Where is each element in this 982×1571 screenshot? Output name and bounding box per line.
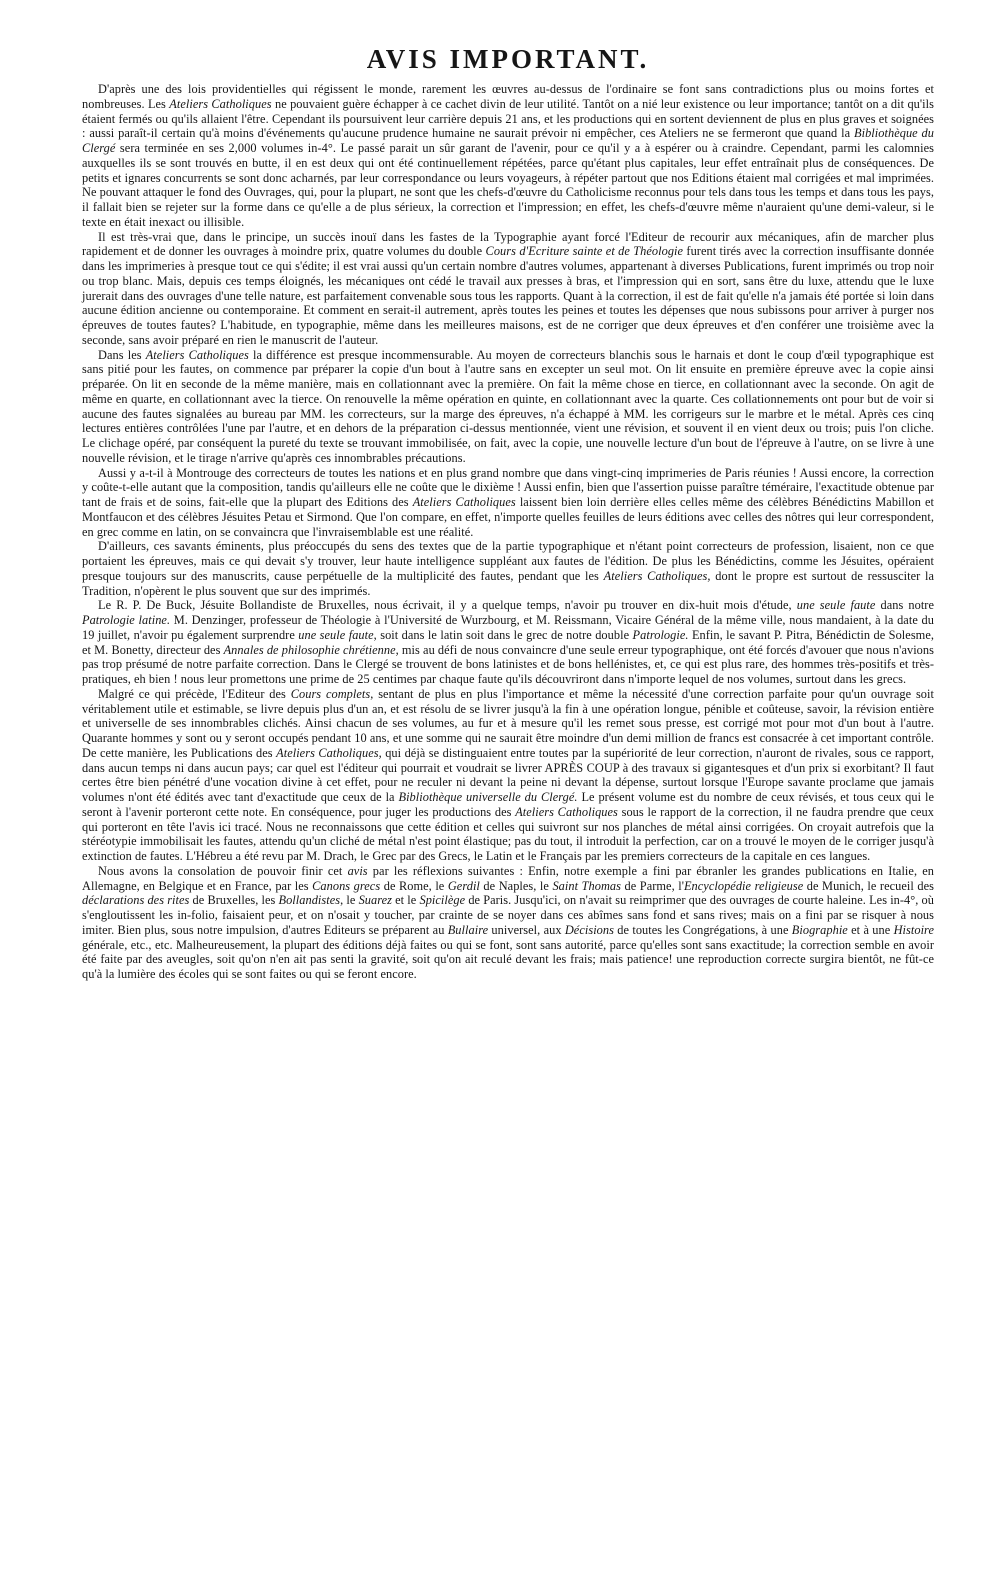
text-run: mis au défi de nous convaincre d'une seule erreur typographique, ont été forcés d'avouer que nous n'avions pas trop présumé de notre parfaite correction. Dans le Clergé se trouvent de bons latinistes et de bons hellénistes, et, ce qui est plus rare, des hommes très-positifs et très-pratiques, eh bien ! nous leur promettons une prime de 25 centimes par chaque faute qu'ils découvriront dans n'importe lequel de nos volumes, surtout dans les grecs.	[82, 642, 934, 686]
page-title: AVIS IMPORTANT.	[366, 44, 650, 74]
italic-text: avis	[347, 863, 368, 878]
text-run: Dans les	[98, 347, 146, 362]
text-run: Enfin, le savant P. Pitra, Bénédictin de Solesme, et M. Bonetty, directeur des	[82, 627, 934, 657]
italic-text: Bullaire	[447, 922, 489, 937]
text-run: de Paris. Jusqu'ici, on n'avait su reimprimer que des ouvrages de courte haleine. Les in-4°, où s'engloutissent les in-folio, faisaient peur, et on n'osait y toucher, par crainte de se noyer dans ces abîmes sans fond et sans rives; mais on a fini par se risquer à nous imiter. Bien plus, sous notre impulsion, d'autres Editeurs se préparent au	[82, 893, 934, 937]
italic-text: Bollandistes	[278, 893, 341, 908]
paragraph	[82, 466, 934, 540]
text-run: par les réflexions suivantes : Enfin, notre exemple a fini par ébranler les grandes publications en Italie, en Allemagne, en Belgique et en France, par les	[82, 863, 934, 893]
italic-text: Gerdil	[447, 878, 480, 893]
italic-text: Cours d'Ecriture sainte et de Théologie	[485, 244, 684, 259]
italic-text: Cours complets	[290, 686, 371, 701]
text-run: de toutes les Congrégations, à une	[613, 922, 792, 937]
text-run: dans notre	[875, 598, 934, 613]
text-run: Nous avons la consolation de pouvoir finir cet	[98, 863, 348, 878]
text-run: ne pouvaient guère échapper à ce cachet divin de leur utilité. Tantôt on a nié leur existence ou leur importance; tantôt on a dit qu'ils étaient fermés ou qu'ils allaient l'être. Cependant ils poursuivent leur carrière depuis 21 ans, et les productions qui en sortent deviennent de plus en plus graves et soignées : aussi paraît-il certain qu'à moins d'événements qu'aucune prudence humaine ne saurait prévoir ni empêcher, ces Ateliers ne se fermeront que quand la	[82, 96, 934, 141]
text-run: , soit dans le latin soit dans le grec de notre double	[373, 627, 633, 642]
text-run: Aussi y a-t-il à Montrouge des correcteurs de toutes les nations et en plus grand nombre que dans vingt-cinq imprimeries de Paris réunies ! Aussi encore, la correction y coûte-t-elle autant que la composition, tandis qu'ailleurs elle ne coûte que le dixième ! Aussi enfin, bien que l'assertion puisse paraître téméraire, l'exactitude obtenue par tant de frais et de soins, fait-elle que la plupart des Editions des	[82, 465, 934, 509]
text-run: générale, etc., etc. Malheureusement, la plupart des éditions déjà faites ou qui se font, sont sans autorité, parce qu'elles sont sans exactitude; la correction semble en avoir été faite par des aveugles, soit qu'on n'en ait pas senti la gravité, soit qu'on ait reculé devant les frais; mais patience! une reproduction correcte surgira bientôt, ne fût-ce qu'à la lumière des écoles qui se sont faites ou qui se feront encore.	[82, 937, 934, 981]
italic-text: Bibliothèque du Clergé	[82, 126, 934, 155]
italic-text: Ateliers Catholiques	[412, 495, 516, 509]
text-run: Il est très-vrai que, dans le principe, un succès inouï dans les fastes de la Typographie ayant forcé l'Editeur de recourir aux mécaniques, afin de marcher plus rapidement et de donner les ouvrages à moindre prix, quatre volumes du double	[82, 229, 934, 259]
italic-text: Spicilège	[419, 893, 466, 908]
italic-text: Ateliers Catholiques	[169, 96, 272, 111]
text-run: universel, aux	[488, 922, 565, 937]
text-run: de Munich, le recueil des	[803, 878, 934, 893]
italic-text: Ateliers Catholiques	[145, 347, 249, 362]
text-run: de Naples, le	[479, 878, 553, 893]
italic-text: déclarations des rites	[82, 893, 190, 908]
italic-text: Suarez	[358, 893, 393, 908]
text-run: D'après une des lois providentielles qui régissent le monde, rarement les œuvres au-dessus de l'ordinaire se font sans contradictions plus ou moins fortes et nombreuses. Les	[82, 82, 934, 111]
italic-text: Biographie	[791, 922, 848, 937]
italic-text: Saint Thomas	[552, 878, 621, 893]
text-run: la différence est presque incommensurable. Au moyen de correcteurs blanchis sous le harnais et dont le coup d'œil typographique est sans pitié pour les fautes, on commence par préparer la copie d'un bout à l'autre sans en excepter un seul mot. On lit ensuite en première épreuve avec la copie ainsi préparée. On lit en seconde de la même manière, mais en collationnant avec la première. On fait la même chose en tierce, en collationnant avec la seconde. On agit de même en quarte, en collationnant avec la tierce. On renouvelle la même opération en quinte, en collationnant avec la quarte. Ces collationnements ont pour but de voir si aucune des fautes signalées au bureau par MM. les correcteurs, sur la marge des épreuves, n'a échappé à MM. les corrigeurs sur le marbre et le métal. Après ces cinq lectures entières contrôlées l'une par l'autre, et en dehors de la préparation ci-dessus mentionnée, vient une révision, et souvent il en vient deux ou trois; puis l'on cliche. Le clichage opéré, par conséquent la pureté du texte se trouvant immobilisée, on fait, avec la copie, une nouvelle lecture d'un bout de l'épreuve à l'autre, on se livre à une nouvelle révision, et le tirage n'arrive qu'après ces innombrables précautions.	[82, 347, 934, 465]
italic-text: Ateliers Catholiques,	[603, 568, 711, 583]
text-run: furent tirés avec la correction insuffisante donnée dans les imprimeries à presque tout ce qui s'édite; il est vrai aussi qu'un certain nombre d'autres volumes, appartenant à diverses Publications, furent imprimés ou trop noir ou trop blanc. Mais, depuis ces temps éloignés, les mécaniques ont cédé le travail aux presses à bras, et l'impression qui en sort, sans être du luxe, attendu que le luxe jurerait dans des ouvrages d'une telle nature, est parfaitement convenable sous tous les rapports. Quant à la correction, il est de fait qu'elle n'a jamais été portée si loin dans aucune édition ancienne ou contemporaine. Et comment en serait-il autrement, après toutes les peines et toutes les dépenses que nous subissons pour arriver à purger nos épreuves de toutes fautes? L'habitude, en typographie, même dans les meilleures maisons, est de ne corriger que deux épreuves et d'en conférer une troisième avec la seconde, sans avoir préparé en rien le manuscrit de l'auteur.	[82, 244, 935, 347]
italic-text: Décisions	[564, 922, 614, 937]
text-run: , sentant de plus en plus l'importance et même la nécessité d'une correction parfaite pour qu'un ouvrage soit véritablement utile et estimable, se livre depuis plus d'un an, et est résolu de se livrer jusqu'à la fin à une opération longue, pénible et coûteuse, savoir, la révision entière et universelle de ses innombrables clichés. Ainsi chacun de ses volumes, au fur et à mesure qu'il les remet sous presse, est corrigé mot pour mot d'un bout à l'autre. Quarante hommes y sont ou y seront occupés pendant 10 ans, et une somme qui ne saurait être moindre d'un demi million de francs est consacrée à cet important contrôle. De cette manière, les Publications des	[82, 686, 934, 760]
text-run: Malgré ce qui précède, l'Editeur des	[98, 686, 291, 701]
text-run: M. Denzinger, professeur de Théologie à l'Université de Wurzbourg, et M. Reissmann, Vicaire Général de la même ville, nous mandaient, à la date du 19 juillet, n'avoir pu également surprendre	[82, 613, 934, 642]
text-run: de Bruxelles, les	[189, 893, 279, 908]
paragraph	[82, 687, 934, 864]
text-run: dont le propre est surtout de ressusciter la Tradition, n'opèrent le plus souvent que sur des imprimés.	[82, 568, 934, 598]
document-page	[82, 44, 934, 982]
paragraph	[82, 539, 934, 598]
italic-text: Ateliers Catholiques	[515, 804, 618, 819]
italic-text: Canons grecs	[312, 878, 381, 893]
text-run: , le	[340, 893, 359, 908]
text-run: sera terminée en ses 2,000 volumes in-4°. Le passé parait un sûr garant de l'avenir, pour ce qu'il y a à espérer ou à craindre. Cependant, parmi les calomnies auxquelles ils se sont trouvés en butte, il en est deux qui ont été continuellement répétées, parce qu'étant plus capitales, leur effet entraînait plus de conséquences. De petits et ignares concurrents se sont donc acharnés, par leur correspondance ou leurs voyageurs, à répéter partout que nos Editions étaient mal corrigées et mal imprimées. Ne pouvant attaquer le fond des Ouvrages, qui, pour la plupart, ne sont que les chefs-d'œuvre du Catholicisme reconnus pour tels dans tous les temps et dans tous les pays, il fallait bien se rejeter sur la forme dans ce qu'elle a de plus sérieux, la correction et l'impression; en effet, les chefs-d'œuvre même n'auraient qu'une demi-valeur, si le texte en était inexact ou illisible.	[82, 141, 934, 229]
text-run: laissent bien loin derrière elles celles même des célèbres Bénédictins Mabillon et Montfaucon et des célèbres Jésuites Petau et Sirmond. Que l'on compare, en effet, n'importe quelles feuilles de leurs éditions avec celles des nôtres qui leur correspondent, en grec comme en latin, on se convaincra que l'invraisemblable est une réalité.	[82, 495, 934, 539]
text-run: qui déjà se distinguaient entre toutes par la supériorité de leur correction, n'auront de rivales, sous ce rapport, dans aucun temps ni dans aucun pays; car quel est l'éditeur qui pourrait et voudrait se livrer APRÈS COUP à des travaux si gigantesques et d'un prix si exorbitant? Il faut certes être bien pénétré d'une vocation divine à cet effet, pour ne reculer ni devant la peine ni devant la dépense, surtout lorsque l'Europe savante proclame que jamais volumes n'ont été édités avec tant d'exactitude que ceux de la	[82, 745, 935, 804]
text-run: Le présent volume est du nombre de ceux révisés, et tous ceux qui le seront à l'avenir porteront cette note. En conséquence, pour juger les productions des	[82, 790, 935, 819]
italic-text: une seule faute	[298, 627, 374, 642]
paragraph	[82, 230, 934, 348]
italic-text: Patrologie latine.	[82, 613, 171, 627]
italic-text: Patrologie.	[632, 627, 689, 642]
text-run: Le R. P. De Buck, Jésuite Bollandiste de Bruxelles, nous écrivait, il y a quelque temps, n'avoir pu trouver en dix-huit mois d'étude,	[98, 598, 797, 613]
article-body	[82, 82, 934, 982]
paragraph	[82, 348, 934, 466]
italic-text: Histoire	[893, 922, 934, 937]
text-run: de Parme, l'	[621, 878, 684, 893]
italic-text: Bibliothèque universelle du Clergé.	[398, 790, 578, 804]
italic-text: Ateliers Catholiques,	[276, 745, 382, 760]
text-run: et le	[392, 893, 420, 908]
italic-text: Annales de philosophie chrétienne,	[223, 642, 399, 657]
paragraph	[82, 82, 934, 230]
paragraph	[82, 598, 934, 687]
paragraph	[82, 864, 934, 982]
italic-text: Encyclopédie religieuse	[683, 878, 804, 893]
text-run: et à une	[847, 922, 894, 937]
text-run: D'ailleurs, ces savants éminents, plus préoccupés du sens des textes que de la partie typographique et n'étant point correcteurs de profession, lisaient, non ce que portaient les épreuves, mais ce qui devait s'y trouver, leur haute intelligence suppléant aux fautes de l'édition. De plus les Bénédictins, comme les Jésuites, opéraient presque toujours sur des manuscrits, cause perpétuelle de la multiplicité des fautes, pendant que les	[82, 539, 934, 583]
text-run: sous le rapport de la correction, il ne faudra prendre que ceux qui porteront en tête l'avis ici tracé. Nous ne reconnaissons que cette édition et celles qui suivront sur nos planches de métal ainsi corrigées. On croyait autrefois que la stéréotypie immobilisait les fautes, attendu qu'un cliché de métal n'est point élastique; pas du tout, il introduit la perfection, car on a trouvé le moyen de le corriger jusqu'à extinction de fautes. L'Hébreu a été revu par M. Drach, le Grec par des Grecs, le Latin et le Français par les premiers correcteurs de la capitale en ces langues.	[82, 804, 934, 863]
text-run: de Rome, le	[380, 878, 448, 893]
italic-text: une seule faute	[796, 598, 876, 613]
